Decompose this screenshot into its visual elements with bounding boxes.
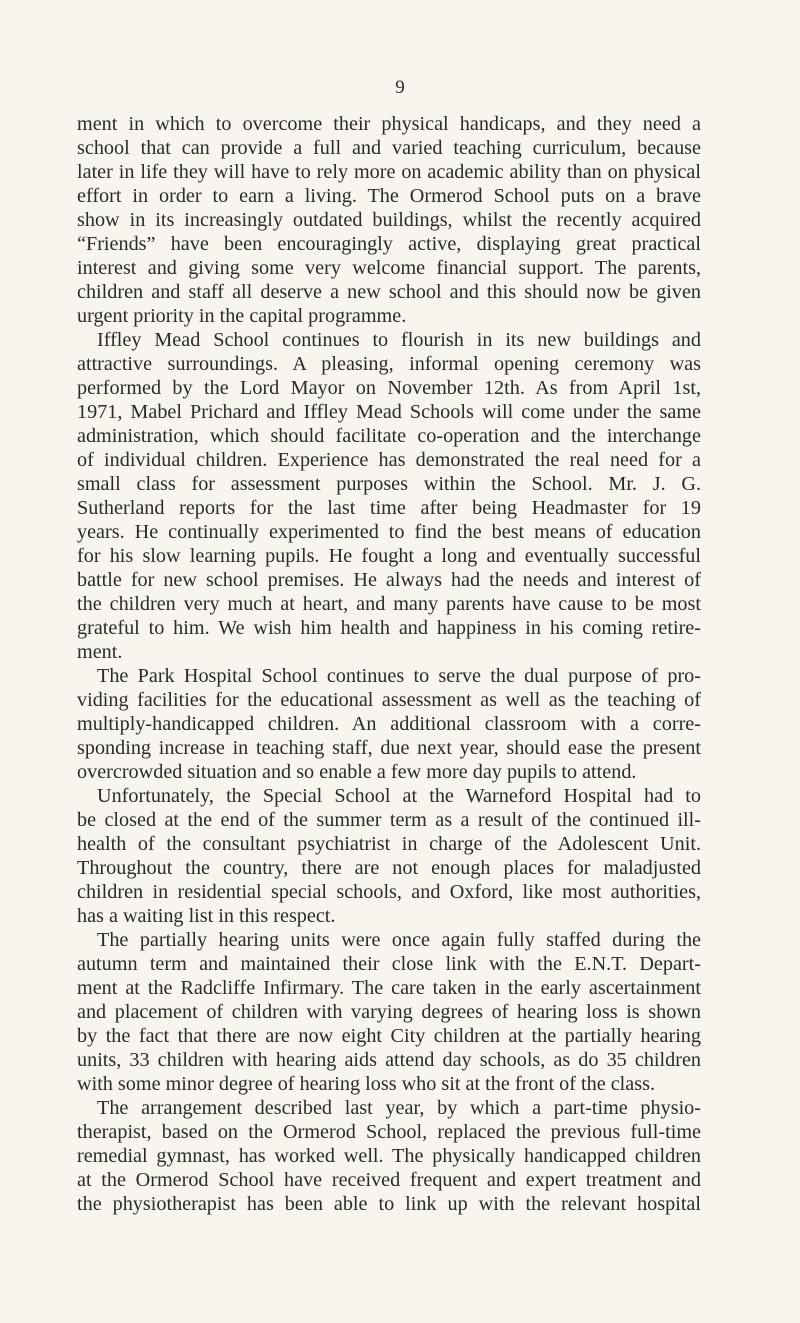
paragraph xyxy=(77,1096,701,1216)
text-line: Throughout the country, there are not enough places for maladjusted xyxy=(77,857,701,879)
text-line: administration, which should facilitate co-operation and the interchange xyxy=(77,425,701,447)
text-line: of individual children. Experience has demonstrated the real need for a xyxy=(77,449,701,471)
text-line: urgent priority in the capital programme. xyxy=(77,305,407,327)
text-line: effort in order to earn a living. The Ormerod School puts on a brave xyxy=(77,185,701,207)
text-line: attractive surroundings. A pleasing, informal opening ceremony was xyxy=(77,353,701,375)
text-line: remedial gymnast, has worked well. The physically handicapped children xyxy=(77,1145,701,1167)
text-line: show in its increasingly outdated buildings, whilst the recently acquired xyxy=(77,209,701,231)
text-line: therapist, based on the Ormerod School, replaced the previous full-time xyxy=(77,1121,701,1143)
text-line: performed by the Lord Mayor on November 12th. As from April 1st, xyxy=(77,377,701,399)
text-line: overcrowded situation and so enable a few more day pupils to attend. xyxy=(77,761,637,783)
text-line: for his slow learning pupils. He fought a long and eventually successful xyxy=(77,545,701,567)
text-line: ment. xyxy=(77,641,123,663)
text-line: The arrangement described last year, by which a part-time physio- xyxy=(97,1097,701,1119)
text-line: later in life they will have to rely more on academic ability than on physical xyxy=(77,161,701,183)
paragraph xyxy=(77,784,701,928)
text-line: be closed at the end of the summer term as a result of the continued ill- xyxy=(77,809,701,831)
text-line: The Park Hospital School continues to serve the dual purpose of pro- xyxy=(97,665,701,687)
text-line: the physiotherapist has been able to link up with the relevant hospital xyxy=(77,1193,701,1215)
text-line: with some minor degree of hearing loss who sit at the front of the class. xyxy=(77,1073,656,1095)
text-line: ment in which to overcome their physical handicaps, and they need a xyxy=(77,113,701,135)
page-number: 9 xyxy=(395,77,405,98)
text-line: Iffley Mead School continues to flourish in its new buildings and xyxy=(97,329,701,351)
text-line: health of the consultant psychiatrist in charge of the Adolescent Unit. xyxy=(77,833,701,855)
paragraph xyxy=(77,112,701,328)
text-line: school that can provide a full and varied teaching curriculum, because xyxy=(77,137,701,159)
text-line: at the Ormerod School have received frequent and expert treatment and xyxy=(77,1169,701,1191)
text-line: Unfortunately, the Special School at the Warneford Hospital had to xyxy=(97,785,701,807)
text-line: and placement of children with varying degrees of hearing loss is shown xyxy=(77,1001,701,1023)
text-line: children in residential special schools, and Oxford, like most authorities, xyxy=(77,881,701,903)
text-line: small class for assessment purposes within the School. Mr. J. G. xyxy=(77,473,701,495)
text-line: ment at the Radcliffe Infirmary. The care taken in the early ascertainment xyxy=(77,977,701,999)
paragraph xyxy=(77,928,701,1096)
text-line: autumn term and maintained their close link with the E.N.T. Depart- xyxy=(77,953,701,975)
paragraph xyxy=(77,664,701,784)
body-text xyxy=(77,112,701,1216)
text-line: interest and giving some very welcome financial support. The parents, xyxy=(77,257,701,279)
text-line: battle for new school premises. He always had the needs and interest of xyxy=(77,569,701,591)
text-line: sponding increase in teaching staff, due next year, should ease the present xyxy=(77,737,701,759)
paragraph xyxy=(77,328,701,664)
text-line: “Friends” have been encouragingly active, displaying great practical xyxy=(77,233,701,255)
text-line: years. He continually experimented to find the best means of education xyxy=(77,521,701,543)
text-line: the children very much at heart, and many parents have cause to be most xyxy=(77,593,701,615)
text-line: has a waiting list in this respect. xyxy=(77,905,336,927)
text-line: by the fact that there are now eight City children at the partially hearing xyxy=(77,1025,701,1047)
text-line: Sutherland reports for the last time after being Headmaster for 19 xyxy=(77,497,701,519)
text-line: 1971, Mabel Prichard and Iffley Mead Schools will come under the same xyxy=(77,401,701,423)
text-line: children and staff all deserve a new school and this should now be given xyxy=(77,281,701,303)
text-line: multiply-handicapped children. An additional classroom with a corre- xyxy=(77,713,701,735)
text-line: grateful to him. We wish him health and happiness in his coming retire- xyxy=(77,617,701,639)
text-line: units, 33 children with hearing aids attend day schools, as do 35 children xyxy=(77,1049,701,1071)
text-line: viding facilities for the educational assessment as well as the teaching of xyxy=(77,689,701,711)
text-line: The partially hearing units were once again fully staffed during the xyxy=(97,929,701,951)
